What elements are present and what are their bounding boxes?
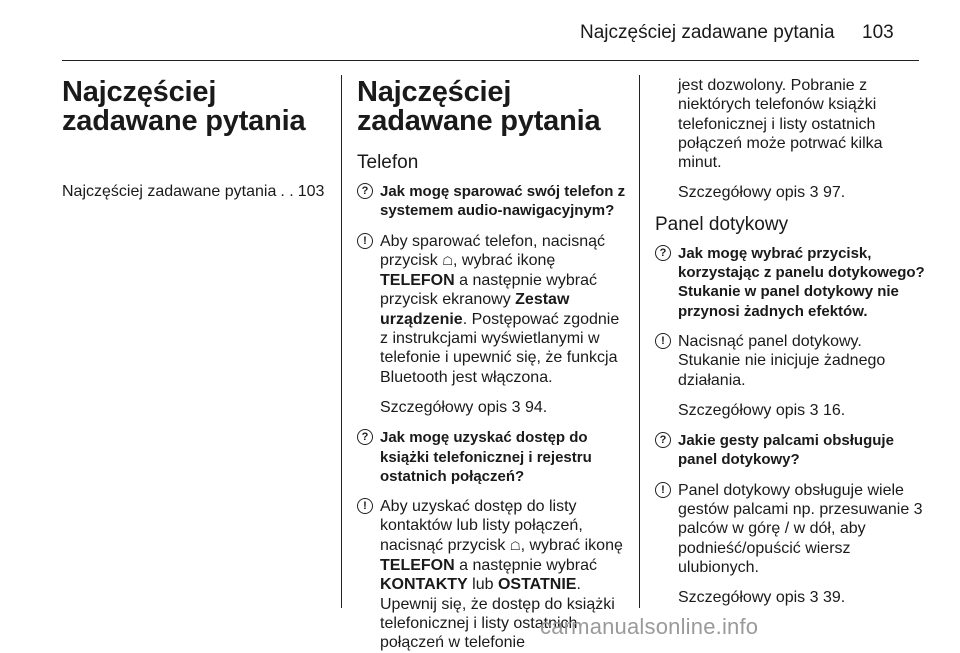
question-text: Jak mogę wybrać przycisk, korzystając z panelu dotykowego? Stukanie w panel dotykowy nie przynosi żadnych efektów. — [678, 244, 925, 320]
subsection-telefon: Telefon — [357, 152, 419, 173]
toc-entry-label: Najczęściej zadawane pytania — [62, 183, 277, 200]
question-mark-icon: ? — [357, 429, 373, 445]
answer-gestures: ! Panel dotykowy obsługuje wiele gestów palcami np. przesuwanie 3 palców w górę / w dół, aby podnieść/opuścić wiersz ulubionych. — [655, 481, 925, 577]
reference-16[interactable]: Szczegółowy opis 3 16. — [678, 401, 846, 419]
exclamation-icon: ! — [357, 233, 373, 249]
subsection-panel-dotykowy: Panel dotykowy — [655, 213, 789, 235]
question-gestures — [655, 431, 925, 470]
answer-pairing: ! Aby sparować telefon, nacisnąć przycisk ☖, wybrać ikonę TELEFON a następnie wybrać przycisk ekranowy Zestaw urządzenie. Postępować zgodnie z instrukcjami wyświetlanymi w telefonie i upewnić się, że funkcja Bluetooth jest włączona. — [357, 232, 627, 387]
chapter-heading: Najczęściej zadawane pytania — [62, 76, 306, 137]
toc-entry-page: 103 — [297, 183, 325, 200]
running-header-title: Najczęściej zadawane pytania — [580, 22, 835, 43]
question-mark-icon: ? — [655, 432, 671, 448]
right-column — [655, 76, 925, 619]
question-phonebook — [357, 428, 627, 486]
reference-94[interactable]: Szczegółowy opis 3 94. — [380, 398, 548, 416]
answer-phonebook: ! Aby uzyskać dostęp do listy kontaktów lub listy połączeń, nacisnąć przycisk ☖, wybrać ikonę TELEFON a następnie wybrać KONTAKTY lub OSTATNIE. Upewnij się, że dostęp do książki telefonicznej i listy ostatnich połączeń w telefonie — [357, 497, 627, 652]
page-ref-arrow-icon: 3 — [809, 401, 819, 419]
middle-column — [357, 78, 627, 653]
watermark: carmanualsonline.info — [540, 614, 759, 639]
page-number: 103 — [862, 22, 894, 43]
exclamation-icon: ! — [655, 333, 671, 349]
question-mark-icon: ? — [357, 183, 373, 199]
question-mark-icon: ? — [655, 245, 671, 261]
exclamation-icon: ! — [655, 482, 671, 498]
question-pairing — [357, 182, 627, 221]
question-text: Jak mogę uzyskać dostęp do książki telefonicznej i rejestru ostatnich połączeń? — [380, 429, 592, 485]
answer-touchpad-select: ! Nacisnąć panel dotykowy. Stukanie nie inicjuje żadnego działania. — [655, 332, 925, 390]
page-ref-arrow-icon: 3 — [511, 398, 521, 416]
column-divider-2 — [639, 75, 640, 608]
page-ref-arrow-icon: 3 — [809, 589, 819, 607]
continued-answer: jest dozwolony. Pobranie z niektórych telefonów książki telefonicznej i listy ostatnich połączeń może potrwać kilka minut. — [678, 77, 883, 172]
exclamation-icon: ! — [357, 498, 373, 514]
section-heading: Najczęściej zadawane pytania — [357, 76, 601, 137]
question-touchpad-select — [655, 244, 925, 321]
question-text: Jakie gesty palcami obsługuje panel dotykowy? — [678, 432, 894, 469]
column-divider-1 — [341, 75, 342, 608]
question-text: Jak mogę sparować swój telefon z systemem audio-nawigacyjnym? — [380, 183, 626, 220]
home-icon: ☖ — [442, 253, 453, 268]
reference-97[interactable]: Szczegółowy opis 3 97. — [678, 184, 846, 202]
home-icon: ☖ — [509, 538, 521, 553]
page-ref-arrow-icon: 3 — [809, 184, 819, 202]
reference-39[interactable]: Szczegółowy opis 3 39. — [678, 589, 846, 607]
toc-leader: . . — [280, 183, 294, 200]
left-column — [62, 78, 332, 202]
header-rule — [62, 60, 919, 61]
toc-entry[interactable] — [62, 182, 332, 202]
